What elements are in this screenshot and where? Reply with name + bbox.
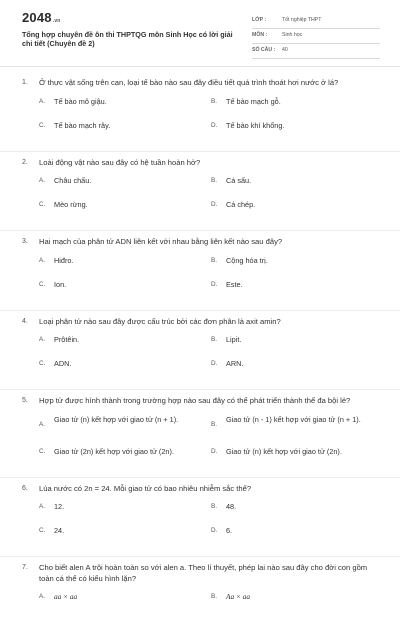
option-row xyxy=(22,280,378,304)
question-item xyxy=(0,231,400,311)
option-key: A. xyxy=(39,97,46,105)
option-key: B. xyxy=(211,593,218,600)
answer-option[interactable] xyxy=(39,359,209,369)
option-text: Prôtêin. xyxy=(54,335,80,344)
option-text: Este. xyxy=(226,279,243,289)
option-text: Châu chấu. xyxy=(54,176,92,185)
meta-row-question-count xyxy=(252,44,380,59)
answer-options xyxy=(22,335,378,383)
option-text: Giao tử (n) kết hợp với giao tử (2n). xyxy=(226,446,342,456)
question-text xyxy=(22,484,378,495)
option-key: D. xyxy=(211,447,218,455)
answer-options xyxy=(22,415,378,471)
answer-options xyxy=(22,592,378,616)
option-row xyxy=(22,415,378,447)
answer-option[interactable] xyxy=(211,592,381,602)
option-text: Giao tử (n) kết hợp với giao tử (n + 1). xyxy=(54,414,179,424)
option-key: B. xyxy=(211,336,218,343)
answer-option[interactable] xyxy=(211,335,381,345)
option-row xyxy=(22,359,378,383)
option-key: A. xyxy=(39,256,46,264)
question-number: 5. xyxy=(22,397,28,404)
option-text: 12. xyxy=(54,502,65,511)
option-row xyxy=(22,121,378,145)
option-key: A. xyxy=(39,503,46,510)
option-text: Ion. xyxy=(54,279,67,289)
option-key: B. xyxy=(211,420,218,428)
answer-option[interactable] xyxy=(211,200,381,210)
site-logo[interactable] xyxy=(22,10,61,25)
option-text: Lipit. xyxy=(226,335,242,344)
answer-option[interactable] xyxy=(39,200,209,210)
option-key: D. xyxy=(211,201,218,208)
answer-options xyxy=(22,502,378,550)
option-key: B. xyxy=(211,503,218,510)
option-key: C. xyxy=(39,447,46,455)
option-text: Tế bào mạch gỗ. xyxy=(226,96,281,106)
question-stem: Cho biết alen A trội hoàn toàn so với alen a. Theo lí thuyết, phép lai nào sau đây cho đời con gồm toàn cá thể có kiểu hình lặn? xyxy=(39,563,368,583)
answer-option[interactable] xyxy=(39,97,209,107)
option-text: ADN. xyxy=(54,359,72,368)
option-key: D. xyxy=(211,121,218,129)
answer-option[interactable] xyxy=(211,176,381,186)
option-key: C. xyxy=(39,360,46,367)
meta-row-class xyxy=(252,14,380,29)
answer-option[interactable] xyxy=(211,414,381,428)
logo-suffix: .vn xyxy=(52,18,61,24)
answer-options xyxy=(22,97,378,145)
option-key: D. xyxy=(211,280,218,288)
option-text: Hiđro. xyxy=(54,255,74,265)
question-number: 4. xyxy=(22,317,28,325)
option-text: Cá chép. xyxy=(226,200,256,209)
answer-option[interactable] xyxy=(211,526,381,536)
answer-option[interactable] xyxy=(211,447,381,457)
option-key: A. xyxy=(39,593,46,600)
answer-option[interactable] xyxy=(39,502,209,512)
question-list xyxy=(0,72,400,622)
option-row xyxy=(22,502,378,526)
option-text: 24. xyxy=(54,526,65,535)
answer-option[interactable] xyxy=(211,359,381,369)
document-meta xyxy=(252,14,380,59)
option-text: Tế bào mô giậu. xyxy=(54,96,107,106)
question-item xyxy=(0,72,400,152)
question-stem: Loài động vật nào sau đây có hệ tuần hoàn hở? xyxy=(39,157,201,167)
answer-options xyxy=(22,176,378,224)
question-stem: Hợp tử được hình thành trong trường hợp nào sau đây có thể phát triển thành thể đa bội lẻ? xyxy=(39,396,351,405)
answer-option[interactable] xyxy=(39,176,209,186)
option-key: C. xyxy=(39,121,46,129)
option-row xyxy=(22,176,378,200)
option-row xyxy=(22,526,378,550)
answer-options xyxy=(22,256,378,304)
option-text: aa × aa xyxy=(54,592,78,601)
question-item xyxy=(0,478,400,558)
option-key: D. xyxy=(211,360,218,367)
option-text: Tế bào khí khổng. xyxy=(226,120,285,130)
question-item xyxy=(0,311,400,391)
answer-option[interactable] xyxy=(39,121,209,131)
option-text: Giao tử (n - 1) kết hợp với giao tử (n + 1). xyxy=(226,414,361,424)
question-number: 2. xyxy=(22,158,28,166)
option-key: D. xyxy=(211,527,218,534)
question-number: 1. xyxy=(22,79,28,86)
question-number: 3. xyxy=(22,238,28,245)
answer-option[interactable] xyxy=(39,526,209,536)
option-key: B. xyxy=(211,177,218,184)
answer-option[interactable] xyxy=(211,502,381,512)
answer-option[interactable] xyxy=(211,256,381,266)
question-item xyxy=(0,557,400,622)
question-stem: Lúa nước có 2n = 24. Mỗi giao tử có bao nhiêu nhiễm sắc thể? xyxy=(39,483,252,493)
option-row xyxy=(22,592,378,616)
header-divider xyxy=(0,66,400,67)
option-text: Aa × aa xyxy=(226,592,250,601)
option-key: C. xyxy=(39,527,46,534)
option-key: A. xyxy=(39,177,46,184)
logo-text: 2048 xyxy=(22,10,52,25)
question-item xyxy=(0,390,400,478)
question-text xyxy=(22,78,378,89)
question-text xyxy=(22,396,378,407)
option-key: A. xyxy=(39,420,46,428)
meta-label: SỐ CÂU : xyxy=(252,47,276,53)
meta-label: MÔN : xyxy=(252,32,268,38)
meta-row-subject xyxy=(252,29,380,44)
answer-option[interactable] xyxy=(39,447,209,457)
option-text: Tế bào mạch rây. xyxy=(54,120,111,130)
meta-label: LỚP : xyxy=(252,17,267,23)
option-text: ARN. xyxy=(226,359,244,368)
question-text xyxy=(22,317,378,328)
answer-option[interactable] xyxy=(39,256,209,266)
answer-option[interactable] xyxy=(39,592,209,602)
question-stem: Loại phân tử nào sau đây được cấu trúc bởi các đơn phân là axit amin? xyxy=(39,316,281,326)
question-item xyxy=(0,152,400,232)
option-text: Cộng hóa trị. xyxy=(226,255,268,265)
option-row xyxy=(22,97,378,121)
option-row xyxy=(22,200,378,224)
question-stem: Ở thực vật sống trên cạn, loại tế bào nào sau đây điều tiết quá trình thoát hơi nước ở lá? xyxy=(39,78,339,87)
answer-option[interactable] xyxy=(39,335,209,345)
option-row xyxy=(22,447,378,471)
answer-option[interactable] xyxy=(211,280,381,290)
answer-option[interactable] xyxy=(211,97,381,107)
document-title: Tổng hợp chuyên đề ôn thi THPTQG môn Sinh Học có lời giải chi tiết (Chuyên đề 2) xyxy=(22,30,233,48)
option-key: B. xyxy=(211,97,218,105)
document-header xyxy=(0,0,400,66)
option-key: C. xyxy=(39,280,46,288)
answer-option[interactable] xyxy=(39,414,209,428)
option-text: Cá sấu. xyxy=(226,176,252,185)
option-key: B. xyxy=(211,256,218,264)
option-key: A. xyxy=(39,336,46,343)
question-text xyxy=(22,158,378,169)
question-number: 6. xyxy=(22,484,28,492)
question-stem: Hai mạch của phân tử ADN liên kết với nhau bằng liên kết nào sau đây? xyxy=(39,237,283,246)
meta-value: Tốt nghiệp THPT xyxy=(282,17,322,23)
option-text: 48. xyxy=(226,502,237,511)
option-row xyxy=(22,335,378,359)
option-text: Giao tử (2n) kết hợp với giao tử (2n). xyxy=(54,446,174,456)
answer-option[interactable] xyxy=(39,280,209,290)
question-text xyxy=(22,237,378,248)
option-key: C. xyxy=(39,201,46,208)
answer-option[interactable] xyxy=(211,121,381,131)
option-text: Mèo rừng. xyxy=(54,200,88,209)
question-text xyxy=(22,563,378,584)
meta-value: 40 xyxy=(282,47,288,53)
option-row xyxy=(22,256,378,280)
option-text: 6. xyxy=(226,526,233,535)
meta-value: Sinh học xyxy=(282,32,303,38)
question-number: 7. xyxy=(22,564,28,571)
